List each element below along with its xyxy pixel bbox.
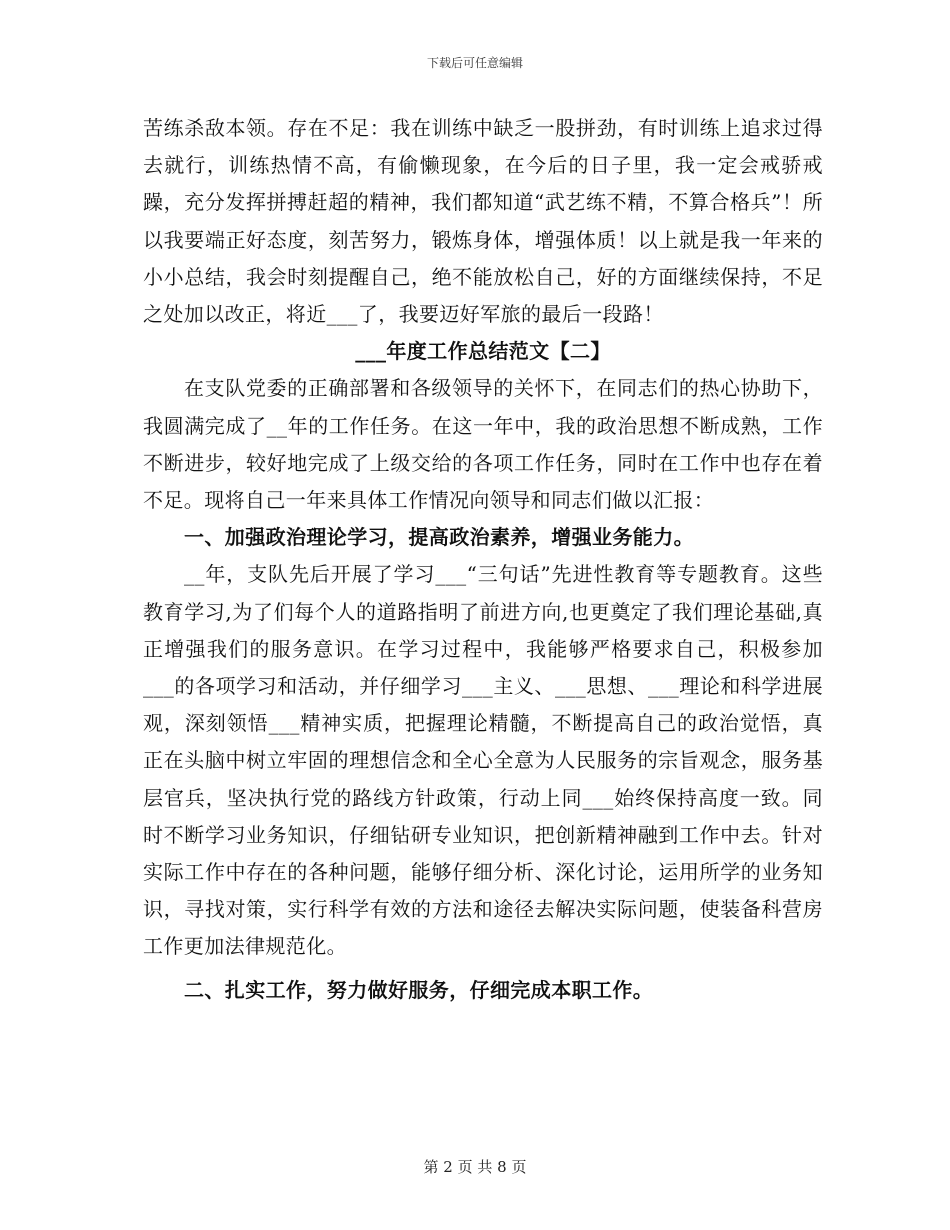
- page-header: 下载后可任意编辑: [426, 56, 523, 70]
- paragraph-conclusion: 苦练杀敌本领。存在不足：我在训练中缺乏一股拼劲，有时训练上追求过得去就行，训练热情不高，有偷懒现象，在今后的日子里，我一定会戒骄戒躁，充分发挥拼搏赶超的精神，我们都知道“武艺练不精，不算合格兵”！所以我要端正好态度，刻苦努力，锻炼身体，增强体质！以上就是我一年来的小小总结，我会时刻提醒自己，绝不能放松自己，好的方面继续保持，不足之处加以改正，将近___了，我要迈好军旅的最后一段路！: [143, 116, 823, 327]
- paragraph-intro: 在支队党委的正确部署和各级领导的关怀下，在同志们的热心协助下，我圆满完成了__年的工作任务。在这一年中，我的政治思想不断成熟，工作不断进步，较好地完成了上级交给的各项工作任务，同时在工作中也存在着不足。现将自己一年来具体工作情况向领导和同志们做以汇报：: [143, 376, 823, 513]
- page-footer: 第 2 页 共 8 页: [423, 1158, 527, 1176]
- heading-one: 一、加强政治理论学习，提高政治素养，增强业务能力。: [184, 525, 694, 550]
- section-title: ___年度工作总结范文【二】: [355, 339, 611, 364]
- document-body: [143, 110, 823, 1009]
- paragraph-study: __年，支队先后开展了学习___“三句话”先进性教育等专题教育。这些教育学习,为了们每个人的道路指明了前进方向,也更奠定了我们理论基础,真正增强我们的服务意识。在学习过程中，我能够严格要求自己，积极参加___的各项学习和活动，并仔细学习___主义、___思想、___理论和科学进展观，深刻领悟___精神实质，把握理论精髓，不断提高自己的政治觉悟，真正在头脑中树立牢固的理想信念和全心全意为人民服务的宗旨观念，服务基层官兵，坚决执行党的路线方针政策，行动上同___始终保持高度一致。同时不断学习业务知识，仔细钻研专业知识，把创新精神融到工作中去。针对实际工作中存在的各种问题，能够仔细分析、深化讨论，运用所学的业务知识，寻找对策，实行科学有效的方法和途径去解决实际问题，使装备科营房工作更加法律规范化。: [143, 562, 823, 959]
- heading-two: 二、扎实工作，努力做好服务，仔细完成本职工作。: [184, 977, 654, 1002]
